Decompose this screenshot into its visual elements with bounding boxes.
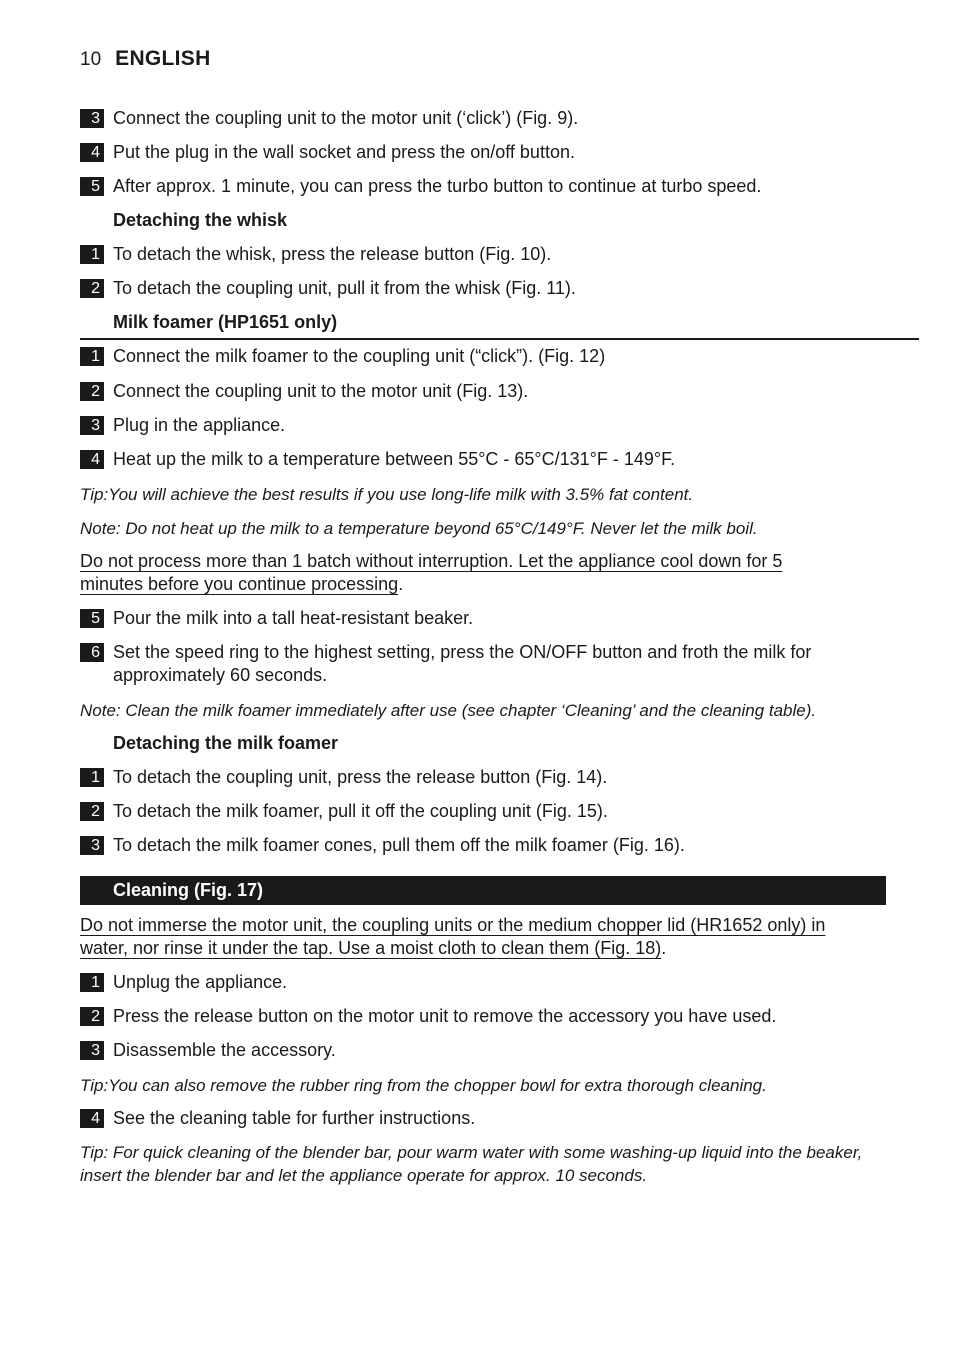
cleaning-warning [80,914,886,960]
step-number: 3 [80,836,104,855]
page-number: 10 [80,49,102,70]
step-number: 5 [80,177,104,196]
warning-tail: . [398,574,404,594]
foamer-step-5 [80,607,886,630]
step-5 [80,175,886,198]
step-text: After approx. 1 minute, you can press the turbo button to continue at turbo speed. [113,176,762,196]
step-text: Connect the coupling unit to the motor unit (‘click’) (Fig. 9). [113,108,579,128]
cleaning-step-4 [80,1107,886,1130]
whisk-step-2 [80,277,886,300]
step-number: 3 [80,416,104,435]
step-number: 5 [80,609,104,628]
detach-foamer-step-2 [80,800,886,823]
step-text: See the cleaning table for further instructions. [113,1108,476,1128]
foamer-warning [80,550,886,596]
step-text: Plug in the appliance. [113,415,286,435]
step-number: 1 [80,768,104,787]
step-3 [80,107,886,130]
step-text: To detach the coupling unit, press the release button (Fig. 14). [113,767,608,787]
cleaning-heading: Cleaning (Fig. 17) [80,876,886,905]
step-number: 4 [80,143,104,162]
foamer-step-3 [80,414,886,437]
cleaning-tip: Tip:You can also remove the rubber ring from the chopper bowl for extra thorough cleaning. [80,1076,767,1095]
page-header [80,47,211,75]
cleaning-step-1 [80,971,886,994]
step-number: 4 [80,1109,104,1128]
step-number: 6 [80,643,104,662]
language-heading: ENGLISH [115,47,211,70]
step-number: 1 [80,347,104,366]
warning-line-2: water, nor rinse it under the tap. Use a moist cloth to clean them (Fig. 18) [80,938,662,958]
detach-foamer-step-3 [80,834,886,857]
step-text: To detach the coupling unit, pull it from the whisk (Fig. 11). [113,278,576,298]
step-text: Disassemble the accessory. [113,1040,336,1060]
step-number: 2 [80,802,104,821]
milk-foamer-heading: Milk foamer (HP1651 only) [80,311,919,340]
foamer-note: Note: Do not heat up the milk to a temperature beyond 65°C/149°F. Never let the milk boil. [80,519,758,538]
foamer-note-2: Note: Clean the milk foamer immediately after use (see chapter ‘Cleaning’ and the cleaning table). [80,701,817,720]
step-number: 1 [80,973,104,992]
foamer-step-6 [80,641,886,687]
step-number: 2 [80,1007,104,1026]
step-number: 2 [80,279,104,298]
detach-foamer-step-1 [80,766,886,789]
step-number: 1 [80,245,104,264]
cleaning-step-2 [80,1005,886,1028]
detach-whisk-heading: Detaching the whisk [113,210,288,230]
step-text: Connect the milk foamer to the coupling unit (“click”). (Fig. 12) [113,346,606,366]
cleaning-tip-2: Tip: For quick cleaning of the blender bar, pour warm water with some washing-up liquid into the beaker, insert the blender bar and let the appliance operate for approx. 10 seconds. [80,1143,863,1185]
warning-line-2: minutes before you continue processing [80,574,399,594]
step-text: Unplug the appliance. [113,972,288,992]
step-text: Heat up the milk to a temperature between 55°C - 65°C/131°F - 149°F. [113,449,676,469]
step-text: Set the speed ring to the highest setting, press the ON/OFF button and froth the milk for approximately 60 seconds. [113,642,812,685]
foamer-tip: Tip:You will achieve the best results if you use long-life milk with 3.5% fat content. [80,485,694,504]
warning-tail: . [661,938,667,958]
step-text: Pour the milk into a tall heat-resistant beaker. [113,608,474,628]
step-text: To detach the whisk, press the release button (Fig. 10). [113,244,552,264]
step-text: To detach the milk foamer, pull it off the coupling unit (Fig. 15). [113,801,608,821]
step-number: 2 [80,382,104,401]
foamer-step-4 [80,448,886,471]
step-text: Put the plug in the wall socket and press the on/off button. [113,142,575,162]
step-text: To detach the milk foamer cones, pull them off the milk foamer (Fig. 16). [113,835,685,855]
step-text: Connect the coupling unit to the motor unit (Fig. 13). [113,381,529,401]
step-text: Press the release button on the motor unit to remove the accessory you have used. [113,1006,777,1026]
step-4 [80,141,886,164]
whisk-step-1 [80,243,886,266]
cleaning-step-3 [80,1039,886,1062]
step-number: 3 [80,109,104,128]
foamer-step-1 [80,345,886,368]
step-number: 4 [80,450,104,469]
foamer-step-2 [80,380,886,403]
detach-foamer-heading: Detaching the milk foamer [113,733,339,753]
step-number: 3 [80,1041,104,1060]
warning-line-1: Do not immerse the motor unit, the coupling units or the medium chopper lid (HR1652 only) in [80,915,826,935]
warning-line-1: Do not process more than 1 batch without interruption. Let the appliance cool down for 5 [80,551,783,571]
